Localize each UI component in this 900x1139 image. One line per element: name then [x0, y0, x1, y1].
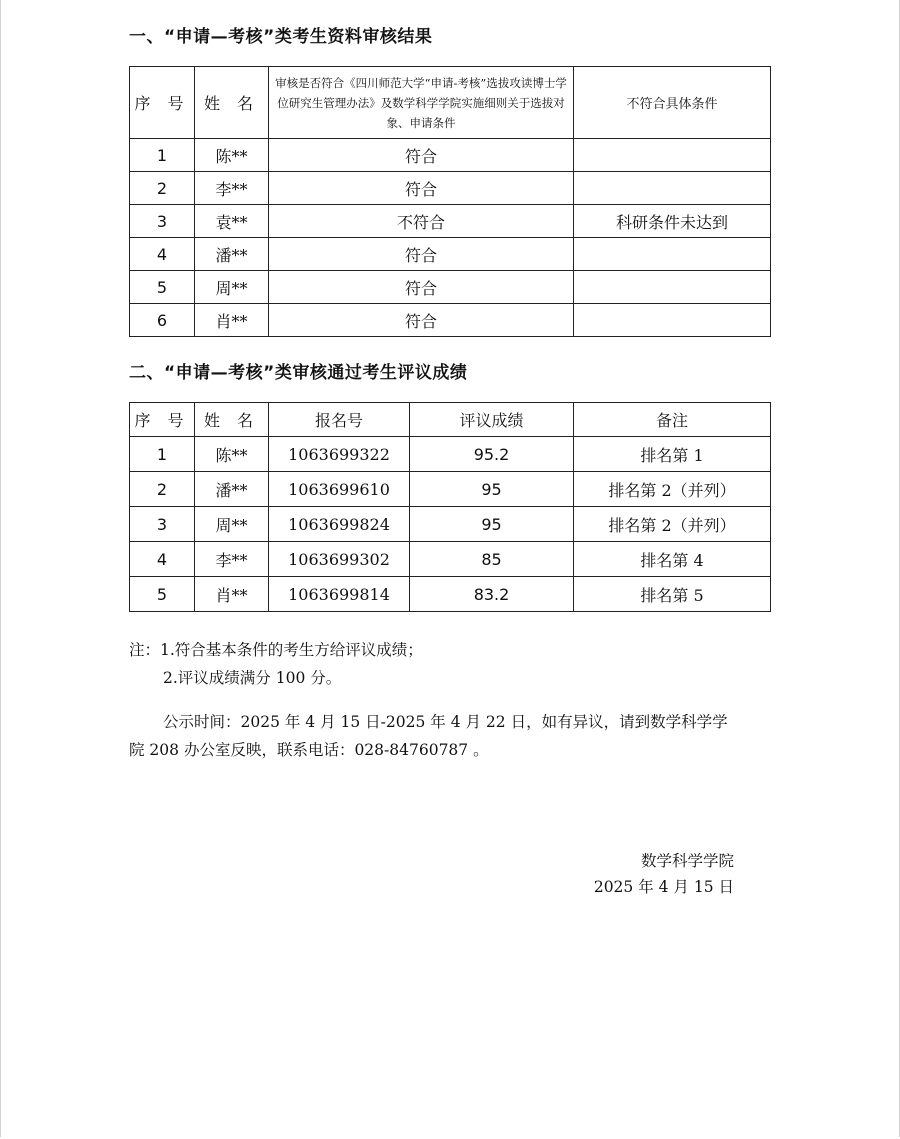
publicity-notice: 公示时间：2025 年 4 月 15 日-2025 年 4 月 22 日，如有异议，请到数学科学学院 208 办公室反映，联系电话：028-84760787 。	[129, 713, 728, 759]
row-seq: 6	[130, 304, 195, 337]
section1-heading: 一、“申请—考核”类考生资料审核结果	[129, 27, 433, 47]
row-name: 潘**	[195, 238, 269, 271]
section2-heading: 二、“申请—考核”类审核通过考生评议成绩	[129, 363, 468, 383]
row-result: 符合	[269, 238, 574, 271]
row-note: 排名第 1	[574, 437, 771, 472]
row-detail	[574, 238, 771, 271]
row-regno: 1063699814	[269, 577, 410, 612]
row-result: 符合	[269, 271, 574, 304]
header-name: 姓 名	[195, 403, 269, 437]
row-result: 符合	[269, 139, 574, 172]
table-header-row	[130, 403, 771, 437]
table-row	[130, 139, 771, 172]
row-seq: 4	[130, 542, 195, 577]
review-result-table	[129, 66, 771, 337]
row-name: 李**	[195, 542, 269, 577]
row-note: 排名第 2（并列）	[574, 507, 771, 542]
row-score: 83.2	[410, 577, 574, 612]
header-seq: 序 号	[130, 67, 195, 139]
header-regno: 报名号	[269, 403, 410, 437]
row-name: 潘**	[195, 472, 269, 507]
header-nonconform: 不符合具体条件	[574, 67, 771, 139]
row-result: 符合	[269, 172, 574, 205]
row-regno: 1063699302	[269, 542, 410, 577]
row-regno: 1063699322	[269, 437, 410, 472]
row-seq: 1	[130, 139, 195, 172]
row-regno: 1063699824	[269, 507, 410, 542]
table-row	[130, 172, 771, 205]
row-name: 李**	[195, 172, 269, 205]
row-score: 95.2	[410, 437, 574, 472]
table-row	[130, 542, 771, 577]
row-seq: 1	[130, 437, 195, 472]
signature-date: 2025 年 4 月 15 日	[593, 878, 734, 896]
row-name: 周**	[195, 271, 269, 304]
row-detail: 科研条件未达到	[574, 205, 771, 238]
score-table	[129, 402, 771, 612]
row-seq: 4	[130, 238, 195, 271]
table-row	[130, 472, 771, 507]
note-line-2: 2.评议成绩满分 100 分。	[163, 669, 342, 687]
table-row	[130, 271, 771, 304]
row-name: 肖**	[195, 577, 269, 612]
row-score: 95	[410, 472, 574, 507]
row-detail	[574, 271, 771, 304]
header-note: 备注	[574, 403, 771, 437]
row-name: 肖**	[195, 304, 269, 337]
row-detail	[574, 139, 771, 172]
row-regno: 1063699610	[269, 472, 410, 507]
row-note: 排名第 5	[574, 577, 771, 612]
header-criteria: 审核是否符合《四川师范大学“申请-考核”选拔攻读博士学位研究生管理办法》及数学科学学院实施细则关于选拔对象、申请条件	[269, 67, 574, 139]
row-score: 85	[410, 542, 574, 577]
table-row	[130, 437, 771, 472]
row-result: 符合	[269, 304, 574, 337]
table-row	[130, 577, 771, 612]
row-seq: 3	[130, 205, 195, 238]
header-score: 评议成绩	[410, 403, 574, 437]
row-name: 周**	[195, 507, 269, 542]
row-detail	[574, 304, 771, 337]
table-row	[130, 507, 771, 542]
signature-block	[594, 848, 734, 900]
row-name: 陈**	[195, 437, 269, 472]
row-seq: 5	[130, 577, 195, 612]
notes	[129, 636, 423, 692]
row-note: 排名第 2（并列）	[574, 472, 771, 507]
row-name: 袁**	[195, 205, 269, 238]
table-row	[130, 238, 771, 271]
row-detail	[574, 172, 771, 205]
row-seq: 2	[130, 172, 195, 205]
table-header-row	[130, 67, 771, 139]
header-seq: 序 号	[130, 403, 195, 437]
table-row	[130, 304, 771, 337]
row-note: 排名第 4	[574, 542, 771, 577]
row-seq: 2	[130, 472, 195, 507]
signature-org: 数学科学学院	[640, 852, 734, 870]
table-row	[130, 205, 771, 238]
row-result: 不符合	[269, 205, 574, 238]
row-name: 陈**	[195, 139, 269, 172]
note-line-1: 注：1.符合基本条件的考生方给评议成绩；	[129, 641, 423, 659]
row-seq: 5	[130, 271, 195, 304]
row-seq: 3	[130, 507, 195, 542]
header-name: 姓 名	[195, 67, 269, 139]
row-score: 95	[410, 507, 574, 542]
